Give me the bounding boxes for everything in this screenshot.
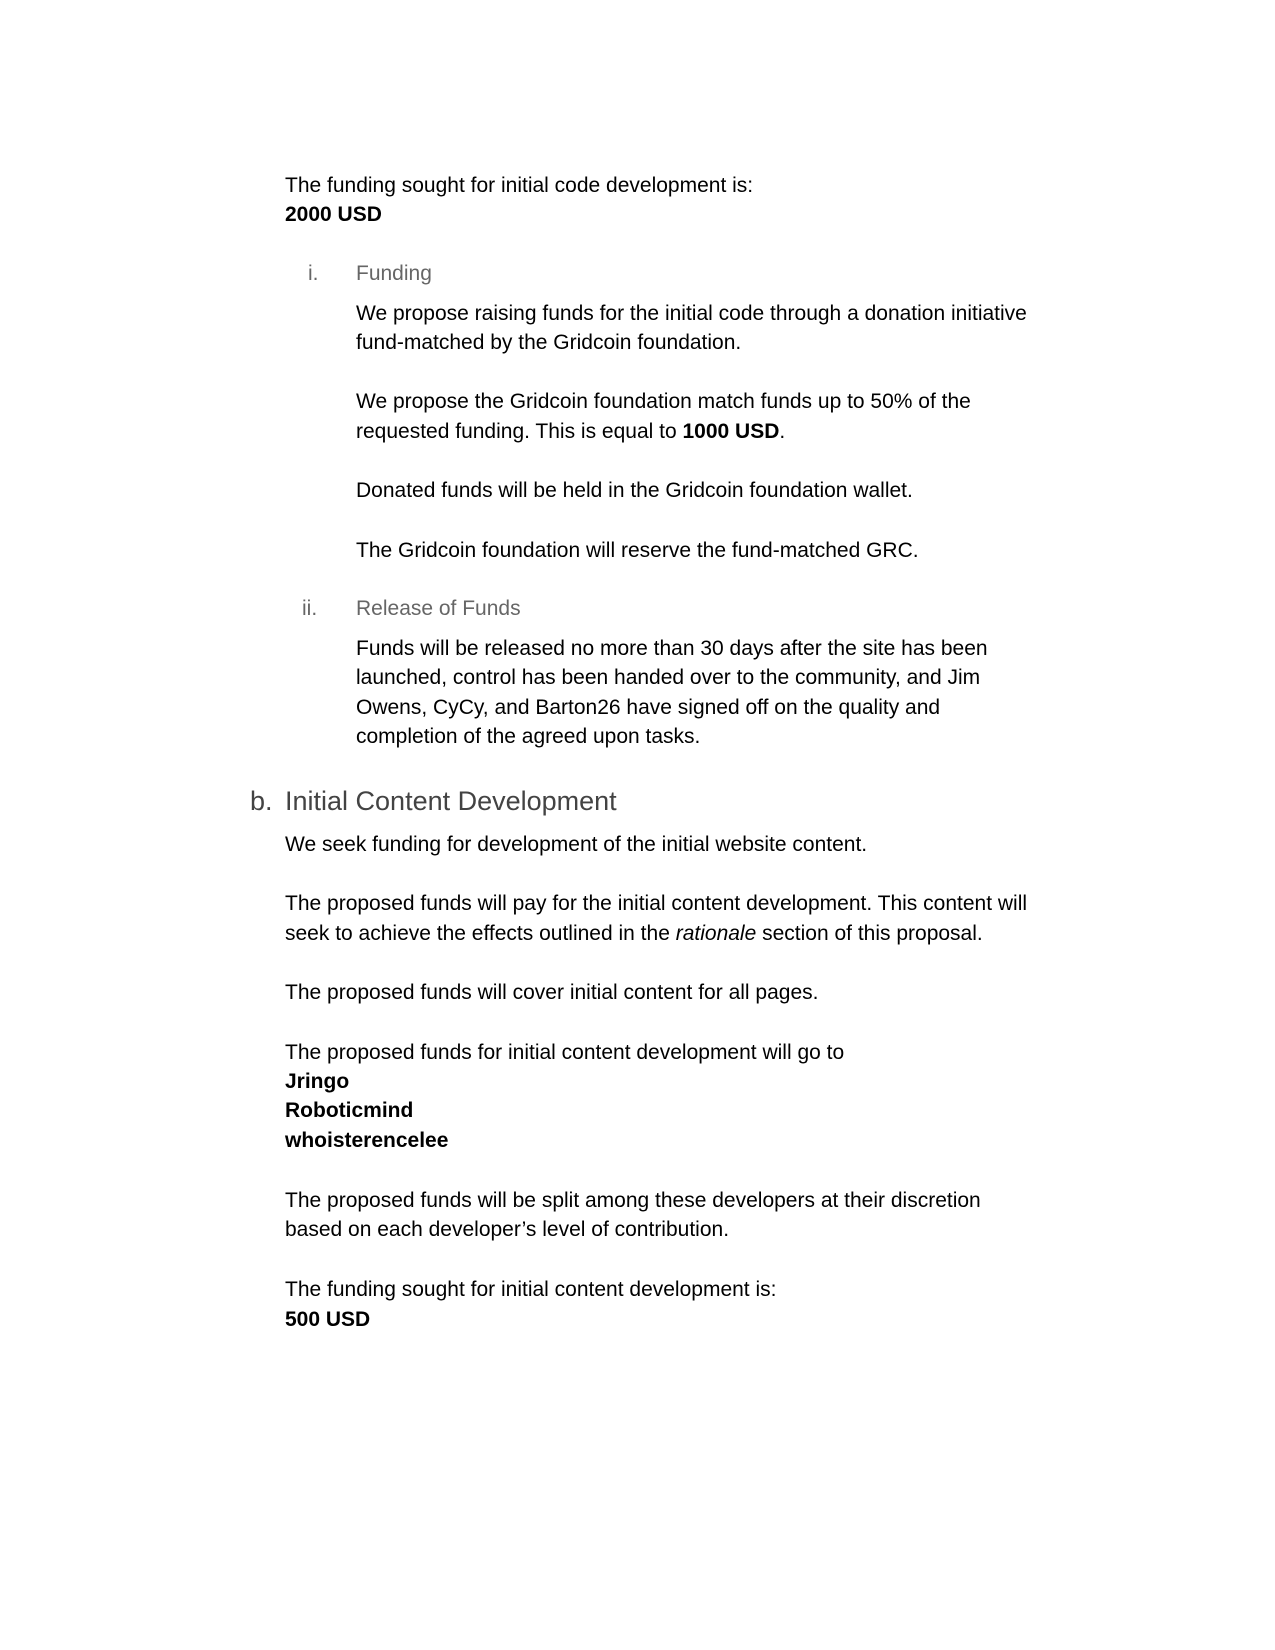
content-paragraph-4: The proposed funds for initial content development will go to <box>285 1041 845 1064</box>
funding-paragraph-2-line-2 <box>356 417 785 447</box>
content-paragraph-3: The proposed funds will cover initial content for all pages. <box>285 981 819 1004</box>
content-paragraph-2-line-1: The proposed funds will pay for the initial content development. This content will <box>285 892 1028 915</box>
funding-paragraph-2-line-1: We propose the Gridcoin foundation match funds up to 50% of the <box>356 390 971 413</box>
content-paragraph-5-line-2: based on each developer’s level of contribution. <box>285 1218 730 1241</box>
funding-paragraph-1-line-2: fund-matched by the Gridcoin foundation. <box>356 331 742 354</box>
funding-paragraph-2-text: requested funding. This is equal to <box>356 420 683 443</box>
section-letter-b: b. <box>250 786 273 816</box>
release-paragraph-line-1: Funds will be released no more than 30 days after the site has been <box>356 637 988 660</box>
funding-paragraph-3: Donated funds will be held in the Gridcoin foundation wallet. <box>356 479 913 502</box>
subsection-numeral-i: i. <box>308 262 319 285</box>
content-paragraph-1: We seek funding for development of the initial website content. <box>285 833 868 856</box>
recipient-jringo: Jringo <box>285 1070 350 1093</box>
subsection-numeral-ii: ii. <box>302 597 318 620</box>
release-paragraph-line-2: launched, control has been handed over to the community, and Jim <box>356 666 981 689</box>
release-paragraph-line-3: Owens, CyCy, and Barton26 have signed off on the quality and <box>356 696 941 719</box>
content-paragraph-2-line-2 <box>285 919 983 949</box>
match-suffix: . <box>779 420 786 443</box>
code-funding-amount: 2000 USD <box>285 203 382 226</box>
match-amount: 1000 USD <box>682 420 780 443</box>
code-funding-intro: The funding sought for initial code development is: <box>285 174 754 197</box>
funding-paragraph-1-line-1: We propose raising funds for the initial code through a donation initiative <box>356 302 1027 325</box>
funding-paragraph-4: The Gridcoin foundation will reserve the fund-matched GRC. <box>356 539 919 562</box>
content-funding-intro: The funding sought for initial content development is: <box>285 1278 777 1301</box>
content-funding-amount: 500 USD <box>285 1308 371 1331</box>
rationale-emphasis: rationale <box>675 922 757 945</box>
subsection-heading-funding: Funding <box>356 262 432 285</box>
release-paragraph-line-4: completion of the agreed upon tasks. <box>356 725 701 748</box>
section-heading-initial-content-development: Initial Content Development <box>285 786 617 816</box>
content-paragraph-2-post: section of this proposal. <box>756 922 983 945</box>
subsection-heading-release-of-funds: Release of Funds <box>356 597 521 620</box>
recipient-whoisterencelee: whoisterencelee <box>285 1129 449 1152</box>
content-paragraph-2-pre: seek to achieve the effects outlined in the <box>285 922 676 945</box>
recipient-roboticmind: Roboticmind <box>285 1099 414 1122</box>
content-paragraph-5-line-1: The proposed funds will be split among these developers at their discretion <box>285 1189 981 1212</box>
